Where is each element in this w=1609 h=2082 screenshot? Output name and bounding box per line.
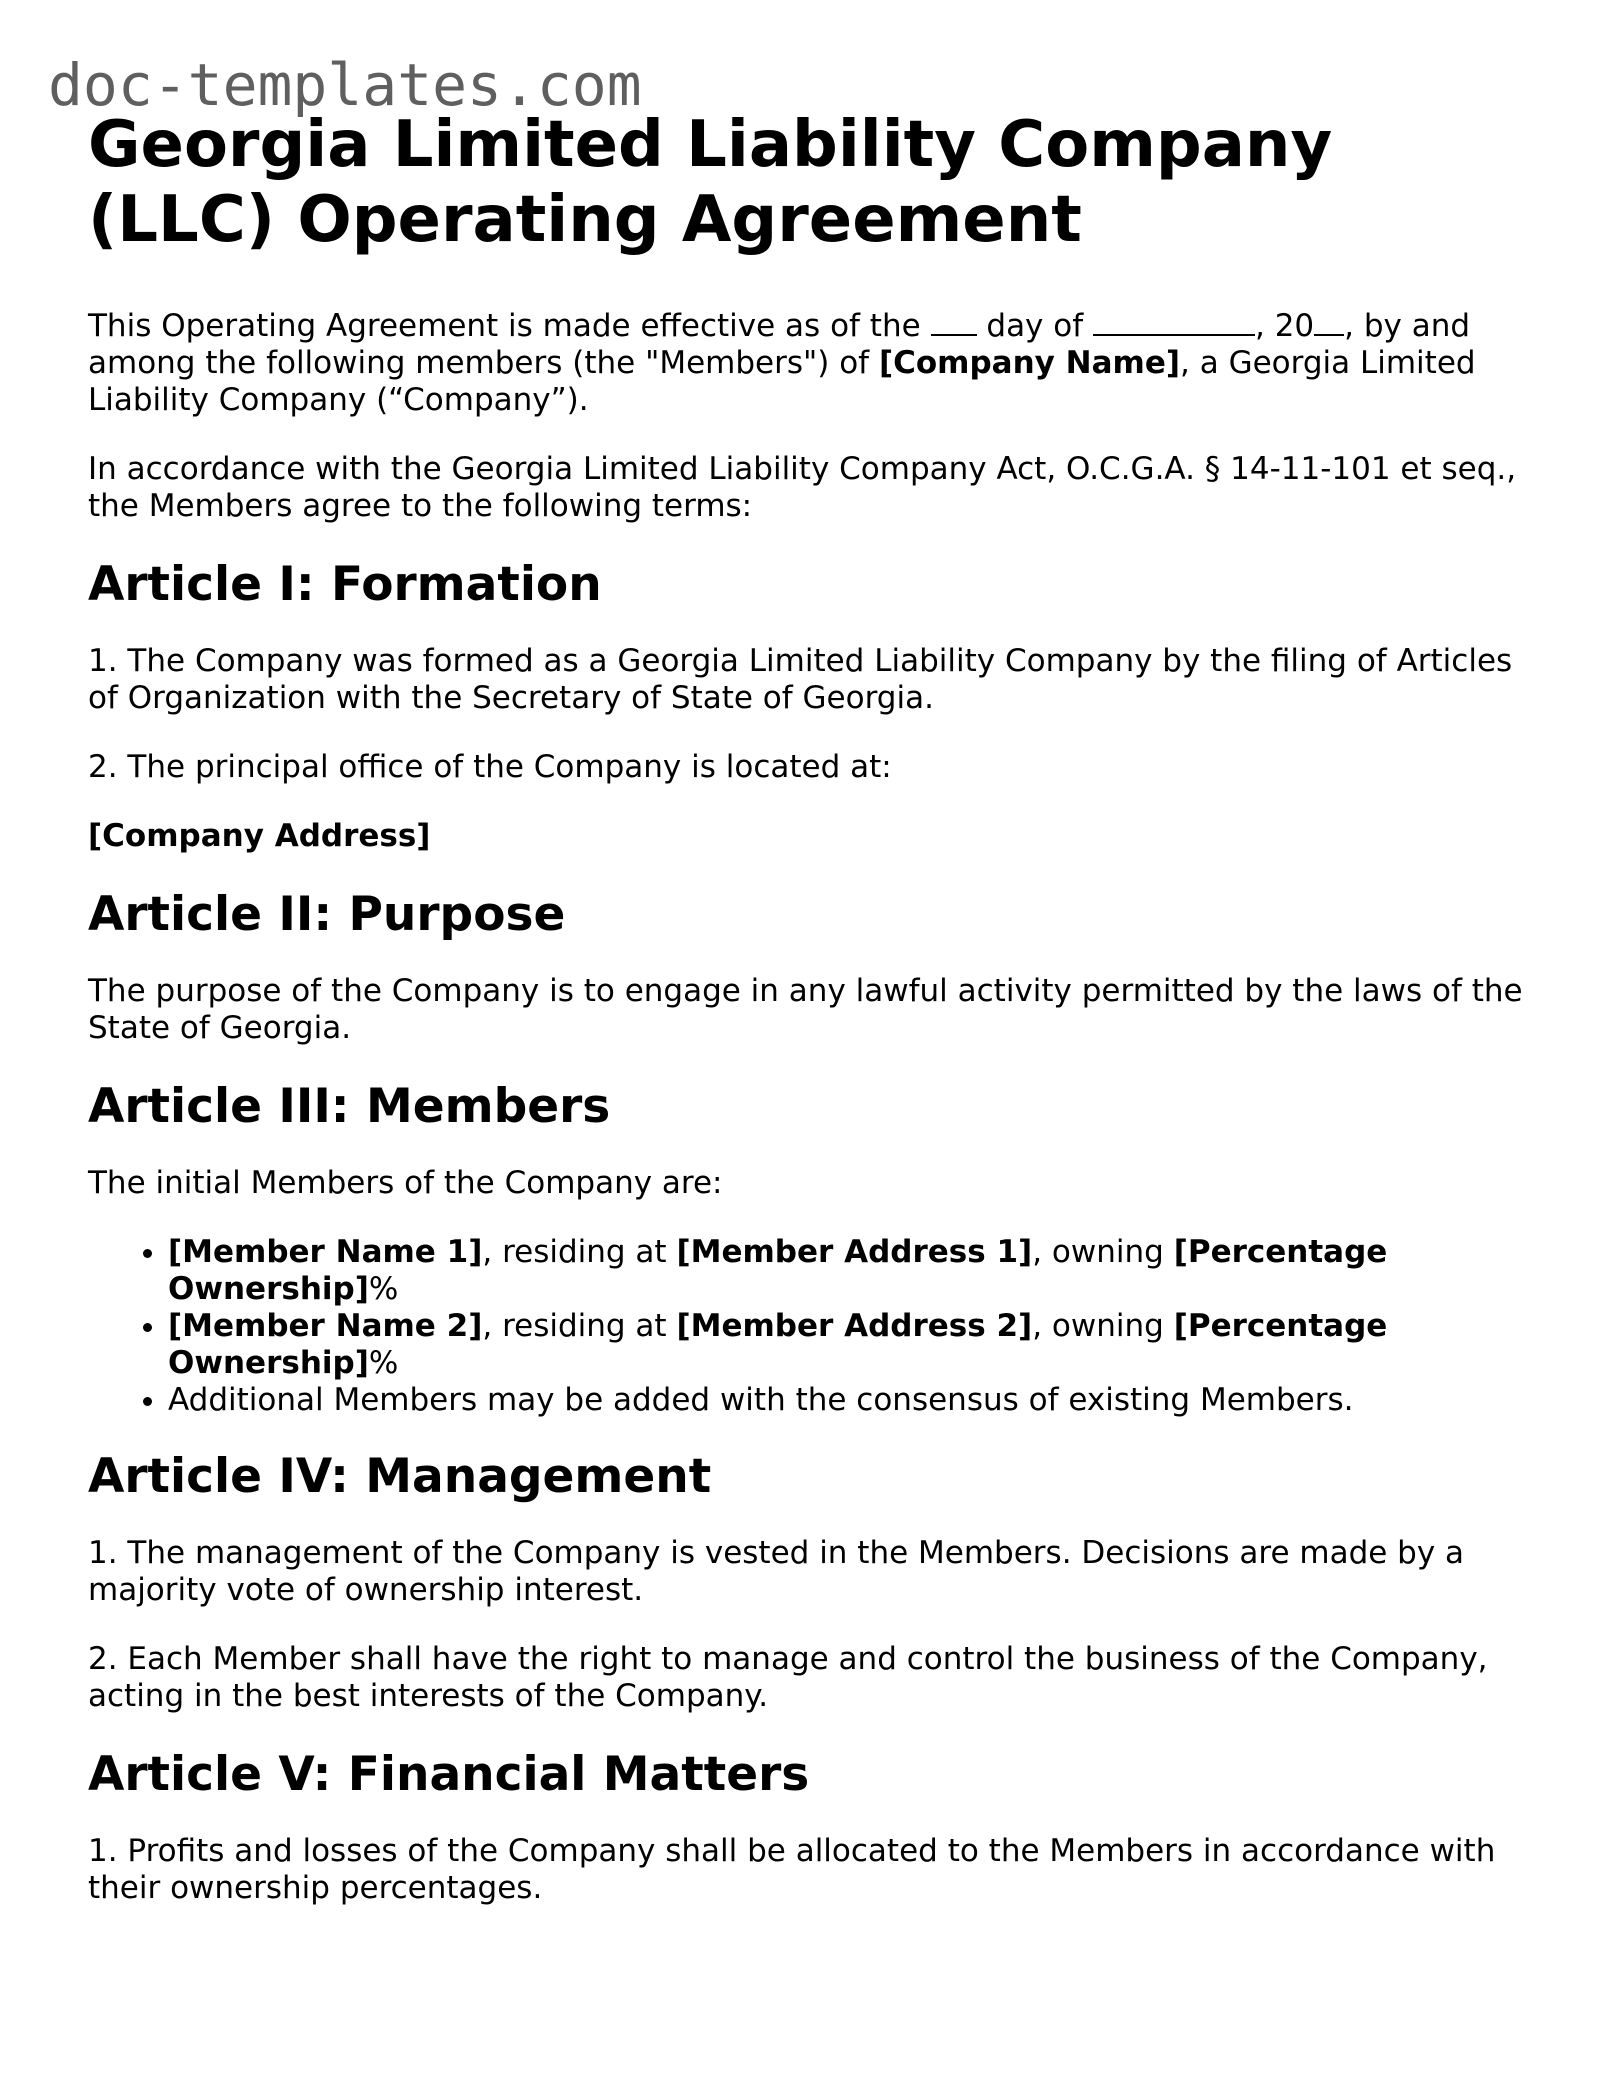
company-name-placeholder: [Company Name] [878,345,1181,381]
month-blank [1093,308,1255,336]
document-title: Georgia Limited Liability Company (LLC) Operating Agreement [88,108,1333,257]
intro-text-e: , a Georgia Limited Liability Company (“Company”). [88,345,1476,418]
percent-sign: % [368,1345,399,1381]
intro-text-c: , 20 [1255,308,1315,344]
member-ownership: [Percentage Ownership] [168,1308,1388,1381]
intro-paragraph [88,308,1528,419]
owning-text: , owning [1032,1234,1174,1270]
member-address: [Member Address 1] [676,1234,1033,1270]
percent-sign: % [368,1271,399,1307]
article-3-heading: Article III: Members [88,1079,611,1134]
article-4-clause-2: 2. Each Member shall have the right to manage and control the business of the Company, acting in the best interests of the Company. [88,1641,1488,1714]
day-blank [931,308,977,336]
company-address-placeholder [88,818,1528,855]
article-1-heading: Article I: Formation [88,557,602,612]
list-item [168,1234,1528,1308]
watermark: doc-templates.com [48,51,642,119]
article-1-clause-1: 1. The Company was formed as a Georgia Limited Liability Company by the filing of Articles of Organization with the Secretary of State of Georgia. [88,643,1513,716]
article-4-clause-1: 1. The management of the Company is vested in the Members. Decisions are made by a majority vote of ownership interest. [88,1535,1465,1608]
intro-text-d: , by and among the following members (the "Members") of [88,308,1471,381]
article-5-heading: Article V: Financial Matters [88,1747,810,1802]
member-address: [Member Address 2] [676,1308,1033,1344]
company-address: [Company Address] [88,818,431,854]
member-name: [Member Name 2] [168,1308,483,1344]
list-item [168,1308,1528,1382]
year-blank [1314,308,1344,336]
members-list [88,1234,1528,1419]
intro-text-b: day of [976,308,1093,344]
residing-text: , residing at [482,1234,677,1270]
article-2-purpose: The purpose of the Company is to engage in any lawful activity permitted by the laws of the State of Georgia. [88,973,1523,1046]
residing-text: , residing at [482,1308,677,1344]
list-item: • Additional Members may be added with the consensus of existing Members. [168,1382,1528,1419]
article-3-intro: The initial Members of the Company are: [88,1165,723,1201]
document-page [88,108,1528,1939]
member-name: [Member Name 1] [168,1234,483,1270]
intro-text-a: This Operating Agreement is made effective as of the [88,308,931,344]
article-2-heading: Article II: Purpose [88,887,566,942]
member-ownership: [Percentage Ownership] [168,1234,1388,1307]
article-4-heading: Article IV: Management [88,1449,712,1504]
article-5-clause-1: 1. Profits and losses of the Company shall be allocated to the Members in accordance with their ownership percentages. [88,1833,1496,1906]
intro-act-paragraph: In accordance with the Georgia Limited Liability Company Act, O.C.G.A. § 14-11-101 et seq., the Members agree to the following terms: [88,451,1517,524]
article-1-clause-2: 2. The principal office of the Company is located at: [88,749,892,785]
owning-text: , owning [1032,1308,1174,1344]
